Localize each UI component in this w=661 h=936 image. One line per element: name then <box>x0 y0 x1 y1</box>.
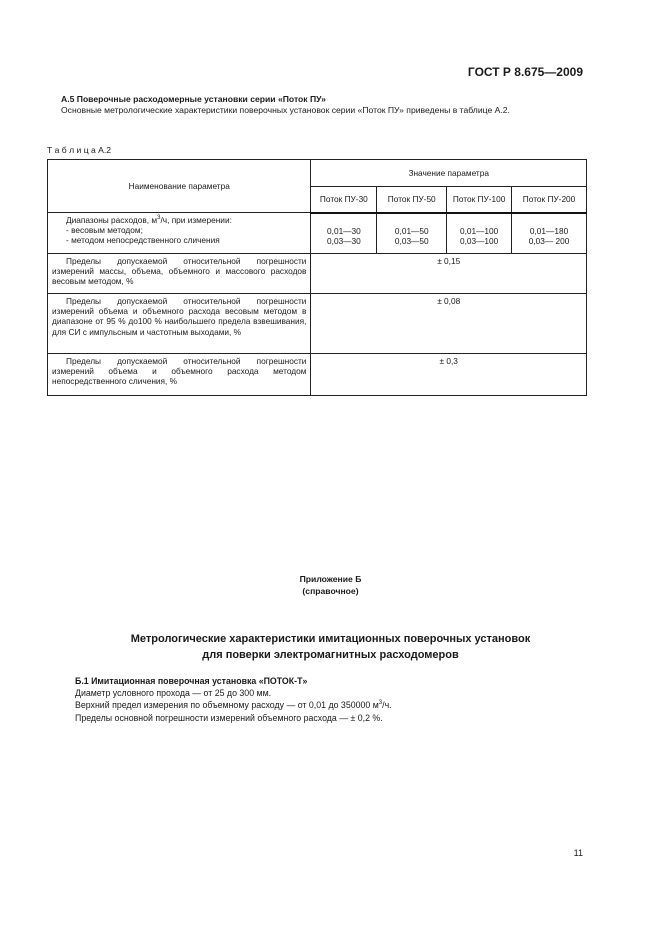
section-title: Б.1 Имитационная поверочная установка «ПОТОК-Т» <box>75 676 308 686</box>
label-line: - весовым методом; <box>66 225 143 236</box>
row-label: Пределы допускаемой относительной погрешности измерений массы, объема, объемного и массового расходов весовым методом, % <box>48 254 311 294</box>
heading-line: Метрологические характеристики имитационных поверочных установок <box>130 633 531 645</box>
table-row <box>48 294 587 354</box>
label-line: - методом непосредственного сличения <box>66 235 220 246</box>
appendix-title: Приложение Б <box>299 574 362 584</box>
row-value: ± 0,08 <box>311 294 587 354</box>
text: /ч. <box>382 700 392 711</box>
range-direct: 0,03—50 <box>394 235 429 246</box>
table-row <box>48 354 587 396</box>
row-label: Пределы допускаемой относительной погрешности измерений объема и объемного расхода методом непосредственного сличения, % <box>48 354 311 396</box>
superscript: 3 <box>157 215 161 222</box>
label-text: Диапазоны расходов, м <box>66 215 158 225</box>
table-caption: Т а б л и ц а А.2 <box>47 145 112 155</box>
text-line <box>75 699 595 711</box>
range-weight: 0,01—100 <box>459 225 499 236</box>
section-a5 <box>47 94 587 116</box>
table-row <box>48 254 587 294</box>
header-model: Поток ПУ-200 <box>512 187 587 213</box>
row-label <box>48 213 311 254</box>
page-number: 11 <box>573 848 583 858</box>
header-model: Поток ПУ-100 <box>447 187 512 213</box>
text-line: Диаметр условного прохода — от 25 до 300 мм. <box>75 688 272 699</box>
section-b1 <box>75 675 595 724</box>
range-direct: 0,03— 200 <box>528 235 570 246</box>
row-value: ± 0,3 <box>311 354 587 396</box>
header-value: Значение параметра <box>311 160 587 187</box>
range-direct: 0,03—30 <box>327 235 361 246</box>
range-weight: 0,01—180 <box>529 225 569 236</box>
row-value: ± 0,15 <box>311 254 587 294</box>
text-line: Пределы основной погрешности измерений объемного расхода — ± 0,2 %. <box>75 712 383 723</box>
range-cell <box>311 213 377 254</box>
row-label: Пределы допускаемой относительной погрешности измерений объема и объемного расхода весовым методом в диапазоне от 95 % до100 % наибольшего предела взвешивания, для СИ с импульсным и частотным выходами, % <box>48 294 311 354</box>
range-cell <box>377 213 447 254</box>
range-cell <box>512 213 587 254</box>
appendix-subtitle: (справочное) <box>302 586 359 596</box>
range-direct: 0,03—100 <box>459 235 499 246</box>
header-model: Поток ПУ-50 <box>377 187 447 213</box>
superscript: 3 <box>378 700 383 707</box>
range-weight: 0,01—50 <box>394 225 429 236</box>
heading-line: для поверки электромагнитных расходомеров <box>202 649 459 661</box>
header-model: Поток ПУ-30 <box>311 187 377 213</box>
parameters-table <box>47 159 587 396</box>
header-param: Наименование параметра <box>48 160 311 213</box>
document-id: ГОСТ Р 8.675—2009 <box>467 65 583 79</box>
appendix-header <box>0 573 661 597</box>
range-cell <box>447 213 512 254</box>
appendix-heading <box>0 631 661 663</box>
section-title: А.5 Поверочные расходомерные установки серии «Поток ПУ» <box>61 94 326 104</box>
range-weight: 0,01—30 <box>327 225 361 236</box>
section-text: Основные метрологические характеристики поверочных установок серии «Поток ПУ» приведены в таблице А.2. <box>61 105 510 115</box>
label-text: /ч, при измерении: <box>160 215 232 225</box>
table-row <box>48 213 587 254</box>
text: Верхний предел измерения по объемному расходу — от 0,01 до 350000 м <box>75 700 379 711</box>
